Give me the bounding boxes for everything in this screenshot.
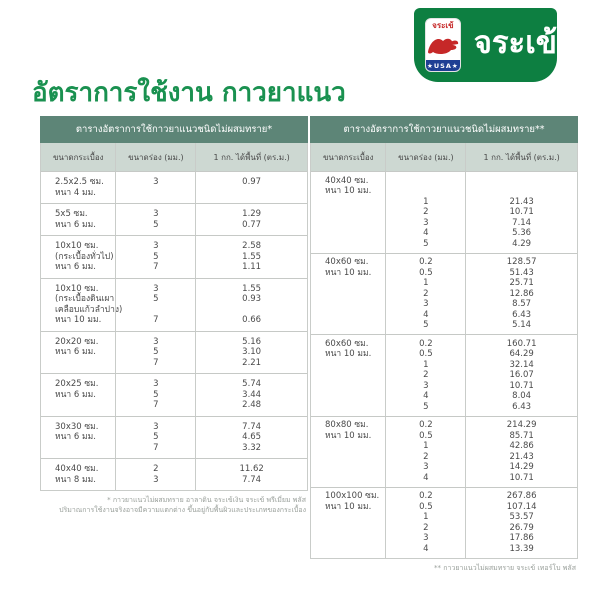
table-no-sand-1: [40, 116, 308, 573]
cell-groove: [385, 254, 465, 335]
cell-line: 2.48: [242, 400, 262, 410]
column-header: ขนาดกระเบื้อง: [322, 153, 374, 162]
cell-line: 10x10 ซม.: [55, 283, 99, 294]
cell-tile: [311, 254, 385, 335]
cell-line: 0.5: [419, 501, 433, 512]
cell-groove: [115, 417, 195, 459]
cell-line: 1: [423, 441, 429, 451]
cell-line: 2: [423, 370, 429, 380]
cell-tile: [41, 204, 115, 235]
column-header: 1 กก. ได้พื้นที่ (ตร.ม.): [465, 143, 577, 171]
cell-line: 7: [153, 357, 159, 368]
cell-area: [195, 332, 307, 374]
table-row: [41, 235, 307, 278]
cell-line: 3: [153, 336, 159, 347]
cell-groove: [385, 417, 465, 487]
tables-container: [40, 116, 578, 573]
cell-line: 12.86: [509, 288, 534, 299]
cell-line: 6.43: [512, 309, 532, 320]
cell-line: หนา 10 มม.: [325, 430, 372, 441]
cell-line: [466, 186, 577, 197]
cell-groove: [385, 335, 465, 416]
cell-line: 1: [423, 359, 429, 370]
cell-line: 5x5 ซม.: [55, 209, 88, 219]
cell-line: 51.43: [509, 267, 534, 278]
cell-groove: [115, 236, 195, 278]
cell-line: 20x20 ซม.: [55, 336, 99, 347]
cell-line: 0.5: [419, 349, 433, 359]
cell-line: 160.71: [506, 338, 537, 349]
cell-area: [465, 172, 577, 253]
cell-tile: [41, 279, 123, 331]
cell-line: 214.29: [506, 420, 537, 430]
cell-tile: [41, 459, 115, 490]
cell-groove: [115, 172, 195, 203]
cell-tile: [41, 417, 115, 459]
cell-line: 1.55: [242, 251, 262, 262]
cell-line: 53.57: [509, 512, 534, 522]
cell-line: หนา 10 มม.: [325, 186, 372, 196]
cell-line: 3: [153, 241, 159, 251]
cell-line: 5.14: [512, 320, 532, 330]
table-row: [41, 458, 307, 490]
cell-line: 3: [153, 177, 159, 187]
cell-line: 30x30 ซม.: [55, 421, 99, 432]
cell-tile: [41, 172, 115, 203]
cell-tile: [41, 332, 115, 374]
table-header-row: [311, 143, 577, 172]
cell-line: 10.71: [509, 207, 534, 217]
cell-line: 8.04: [512, 391, 532, 401]
cell-line: 267.86: [506, 491, 537, 501]
cell-area: [465, 488, 577, 558]
cell-groove: [115, 279, 195, 331]
cell-line: 5: [423, 238, 429, 249]
cell-line: 85.71: [509, 430, 534, 441]
cell-line: 3: [153, 421, 159, 432]
cell-line: 2: [423, 207, 429, 217]
cell-line: หนา 6 มม.: [55, 347, 96, 357]
cell-line: 4.29: [512, 238, 532, 249]
cell-line: 3.32: [242, 442, 262, 453]
column-header: ขนาดร่อง (มม.): [115, 143, 195, 171]
cell-line: 17.86: [509, 533, 534, 543]
cell-line: 7: [153, 262, 159, 272]
cell-line: 3.44: [242, 389, 262, 400]
table-row: [41, 172, 307, 203]
cell-line: 3: [423, 380, 429, 391]
cell-line: 16.07: [509, 370, 534, 380]
table-no-sand-2: [310, 116, 578, 573]
cell-line: 2: [423, 288, 429, 299]
cell-line: 5: [153, 219, 159, 230]
cell-line: 0.66: [242, 315, 262, 325]
cell-line: 10.71: [509, 472, 534, 483]
cell-line: 0.2: [419, 420, 433, 430]
cell-line: 3: [153, 474, 159, 485]
cell-line: 80x80 ซม.: [325, 420, 369, 430]
column-header: 1 กก. ได้พื้นที่ (ตร.ม.): [195, 143, 307, 171]
cell-line: 2: [423, 451, 429, 462]
cell-tile: [41, 236, 115, 278]
cell-line: 5.74: [242, 379, 262, 389]
cell-line: 7.74: [242, 421, 262, 432]
cell-line: 3: [423, 533, 429, 543]
cell-line: 3: [153, 283, 159, 294]
cell-area: [195, 417, 307, 459]
cell-line: 26.79: [509, 522, 534, 533]
cell-line: 1: [423, 278, 429, 288]
footnote: ปริมาณการใช้งานจริงอาจมีความแตกต่าง ขึ้นอยู่กับพื้นผิวและประเภทของกระเบื้อง: [59, 505, 306, 514]
cell-line: หนา 6 มม.: [55, 389, 96, 400]
cell-line: หนา 6 มม.: [55, 262, 96, 272]
cell-line: 1.11: [242, 262, 262, 272]
cell-line: หนา 6 มม.: [55, 432, 96, 442]
cell-line: 7: [153, 315, 159, 325]
cell-line: 40x60 ซม.: [325, 257, 369, 267]
cell-groove: [115, 459, 195, 490]
usa-band: ★USA★: [427, 61, 459, 70]
cell-line: 32.14: [509, 359, 534, 370]
cell-line: 7: [153, 442, 159, 453]
cell-line: 1: [423, 196, 429, 207]
brand-logo: [414, 8, 557, 82]
cell-tile: [41, 374, 115, 416]
cell-tile: [311, 335, 385, 416]
cell-line: 4.65: [242, 432, 262, 442]
cell-line: 3: [153, 379, 159, 389]
cell-line: 0.5: [419, 267, 433, 278]
cell-line: 1.29: [242, 209, 262, 219]
cell-line: 5: [153, 432, 159, 442]
cell-line: 0.77: [242, 219, 262, 230]
cell-area: [195, 236, 307, 278]
cell-line: 40x40 ซม.: [325, 175, 369, 186]
column-header: ขนาดร่อง (มม.): [385, 143, 465, 171]
cell-line: 100x100 ซม.: [325, 491, 380, 501]
table-row: [41, 373, 307, 416]
cell-groove: [115, 204, 195, 235]
cell-line: หนา 10 มม.: [325, 501, 372, 512]
cell-line: 11.62: [239, 464, 264, 474]
cell-area: [195, 374, 307, 416]
table-grid: [310, 143, 578, 559]
cell-area: [465, 417, 577, 487]
cell-line: 0.93: [242, 294, 262, 304]
cell-line: 21.43: [509, 451, 534, 462]
table-row: [311, 416, 577, 487]
cell-line: 20x25 ซม.: [55, 379, 99, 389]
cell-line: (กระเบื้องดินเผา: [55, 294, 115, 304]
cell-groove: [115, 332, 195, 374]
table-row: [41, 203, 307, 235]
cell-line: หนา 10 มม.: [325, 267, 372, 278]
cell-line: หนา 8 มม.: [55, 474, 96, 485]
cell-line: 21.43: [509, 196, 534, 207]
cell-line: 2: [423, 522, 429, 533]
cell-line: 1.55: [242, 283, 262, 294]
table-row: [311, 487, 577, 558]
cell-line: หนา 10 มม.: [325, 349, 372, 359]
cell-line: 2.58: [242, 241, 262, 251]
cell-line: หนา 10 มม.: [55, 315, 102, 325]
cell-line: 4: [423, 472, 429, 483]
cell-line: 42.86: [509, 441, 534, 451]
cell-line: [386, 176, 465, 187]
cell-line: 7.74: [242, 474, 262, 485]
cell-line: 6.43: [512, 401, 532, 412]
cell-line: 3: [423, 299, 429, 309]
cell-line: 128.57: [506, 257, 537, 267]
crocodile-icon: [425, 33, 461, 59]
logo-badge: [425, 18, 461, 72]
cell-groove: [385, 172, 465, 253]
table-body: [41, 172, 307, 490]
table-row: [311, 334, 577, 416]
footnote: ** กาวยาแนวไม่ผสมทราย จระเข้ เทอร์โบ พลัส: [434, 563, 576, 572]
table-row: [41, 278, 307, 331]
cell-area: [195, 279, 307, 331]
cell-line: [116, 305, 195, 316]
cell-line: 5: [153, 389, 159, 400]
cell-line: 3: [153, 209, 159, 219]
cell-line: 8.57: [512, 299, 532, 309]
cell-line: 60x60 ซม.: [325, 338, 369, 349]
cell-line: 5.36: [512, 228, 532, 238]
cell-line: 0.2: [419, 338, 433, 349]
cell-line: 2.5x2.5 ซม.: [55, 177, 104, 187]
cell-area: [465, 254, 577, 335]
column-header: ขนาดกระเบื้อง: [52, 153, 104, 162]
cell-line: 14.29: [509, 462, 534, 472]
badge-brand-text: จระเข้: [432, 21, 454, 30]
table-grid: [40, 143, 308, 491]
cell-line: 5: [423, 401, 429, 412]
cell-tile: [311, 172, 385, 253]
cell-line: 5.16: [242, 336, 262, 347]
cell-line: 3: [423, 462, 429, 472]
cell-groove: [115, 374, 195, 416]
cell-area: [465, 335, 577, 416]
cell-line: 10.71: [509, 380, 534, 391]
table-row: [41, 331, 307, 374]
cell-line: 40x40 ซม.: [55, 464, 99, 474]
cell-line: 3.10: [242, 347, 262, 357]
table-body: [311, 172, 577, 558]
cell-line: 107.14: [506, 501, 537, 512]
cell-line: 4: [423, 543, 429, 554]
cell-line: 5: [153, 347, 159, 357]
table-footnotes: [310, 564, 578, 574]
footnote: * กาวยาแนวไม่ผสมทราย อาลาดิน จระเข้เงิน จระเข้ พรีเมี่ยม พลัส: [107, 496, 306, 504]
cell-line: 2: [153, 464, 159, 474]
cell-line: 5: [423, 320, 429, 330]
cell-line: 0.2: [419, 257, 433, 267]
brand-name: จระเข้: [473, 25, 557, 61]
cell-line: 64.29: [509, 349, 534, 359]
cell-line: 4: [423, 228, 429, 238]
page-title: อัตราการใช้งาน กาวยาแนว: [32, 78, 346, 108]
cell-line: 5: [153, 251, 159, 262]
cell-line: 2.21: [242, 357, 262, 368]
cell-area: [195, 172, 307, 203]
cell-line: 0.97: [242, 177, 262, 187]
cell-line: 5: [153, 294, 159, 304]
cell-line: 25.71: [509, 278, 534, 288]
cell-line: [466, 176, 577, 187]
cell-line: หนา 6 มม.: [55, 219, 96, 230]
table-row: [41, 416, 307, 459]
cell-line: [386, 186, 465, 197]
cell-line: (กระเบื้องทั่วไป): [55, 251, 114, 262]
table-header-row: [41, 143, 307, 172]
cell-groove: [385, 488, 465, 558]
cell-line: 0.2: [419, 491, 433, 501]
table-row: [311, 172, 577, 253]
table-row: [311, 253, 577, 335]
cell-line: 3: [423, 217, 429, 228]
cell-line: 7: [153, 400, 159, 410]
cell-area: [195, 204, 307, 235]
cell-line: [196, 305, 307, 316]
table-footnotes: [40, 496, 308, 515]
cell-line: 4: [423, 391, 429, 401]
table-title: ตารางอัตราการใช้กาวยาแนวชนิดไม่ผสมทราย**: [310, 116, 578, 143]
cell-line: 1: [423, 512, 429, 522]
cell-line: 10x10 ซม.: [55, 241, 99, 251]
cell-line: หนา 4 มม.: [55, 187, 96, 198]
cell-line: 4: [423, 309, 429, 320]
cell-line: เคลือบแก้วลำปาง): [55, 304, 123, 315]
cell-line: 13.39: [509, 543, 534, 554]
cell-line: 7.14: [512, 217, 532, 228]
table-title: ตารางอัตราการใช้กาวยาแนวชนิดไม่ผสมทราย*: [40, 116, 308, 143]
cell-tile: [311, 417, 385, 487]
cell-tile: [311, 488, 385, 558]
cell-line: 0.5: [419, 430, 433, 441]
cell-area: [195, 459, 307, 490]
